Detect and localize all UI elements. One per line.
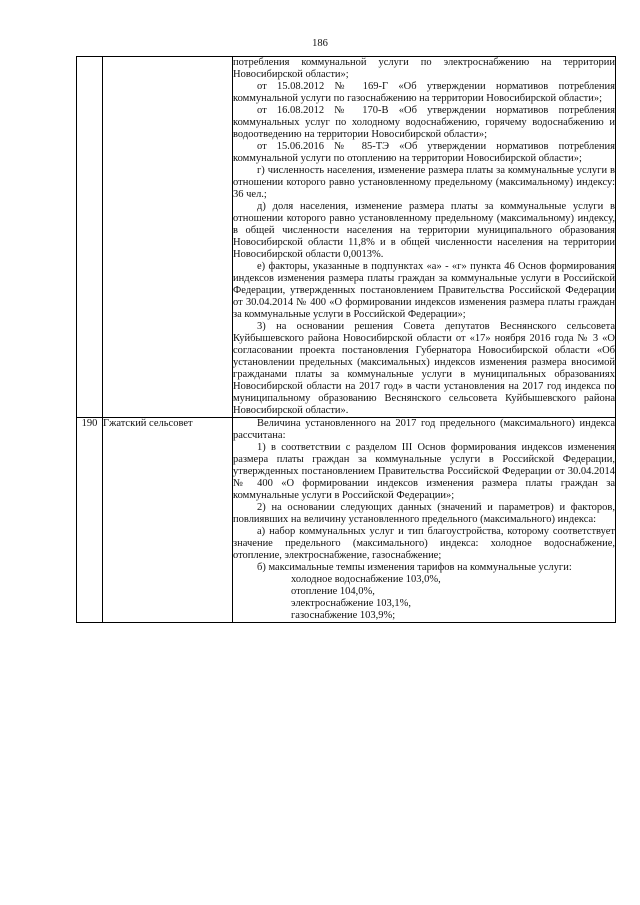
tariff-item: отопление 104,0%, bbox=[291, 586, 375, 597]
row-number-cell bbox=[77, 57, 103, 418]
paragraph: е) факторы, указанные в подпунктах «а» - «г» пункта 46 Основ формирования индексов изменения размера платы граждан за коммунальные услуги в Российской Федерации, утвержденных постановлением Правительства Российской Федерации от 30.04.2014 № 400 «О формировании индексов изменения размера платы граждан за коммунальные услуги в Российской Федерации»; bbox=[233, 261, 615, 320]
document-table bbox=[76, 56, 616, 623]
paragraph: б) максимальные темпы изменения тарифов на коммунальные услуги: bbox=[257, 562, 572, 573]
paragraph: от 15.06.2016 № 85-ТЭ «Об утверждении нормативов потребления коммунальной услуги по отоплению на территории Новосибирской области»; bbox=[233, 141, 615, 164]
page-number: 186 bbox=[312, 38, 328, 49]
justification-cell bbox=[233, 57, 616, 418]
paragraph: г) численность населения, изменение размера платы за коммунальные услуги в отношении которого равно установленному предельному (максимальному) индексу: 36 чел.; bbox=[233, 165, 615, 200]
justification-cell bbox=[233, 418, 616, 623]
paragraph: 3) на основании решения Совета депутатов Веснянского сельсовета Куйбышевского района Новосибирской области от «17» ноября 2016 года № 3 «О согласовании проекта постановления Губернатора Новосибирской области «Об установлении предельных (максимальных) индексов изменения размера вносимой гражданами платы за коммунальные услуги в муниципальных образованиях Новосибирской области на 2017 год» в части установления на 2017 год индекса по муниципальному образованию Веснянского сельсовета Куйбышевского района Новосибирской области». bbox=[233, 321, 615, 416]
table-row bbox=[77, 57, 616, 418]
paragraph: 1) в соответствии с разделом III Основ формирования индексов изменения размера платы граждан за коммунальные услуги в Российской Федерации, утвержденных постановлением Правительства Российской Федерации от 30.04.2014 № 400 «О формировании индексов изменения размера платы граждан за коммунальные услуги в Российской Федерации»; bbox=[233, 442, 615, 501]
paragraph: Величина установленного на 2017 год предельного (максимального) индекса рассчитана: bbox=[233, 418, 615, 441]
paragraph: а) набор коммунальных услуг и тип благоустройства, которому соответствует значение предельного (максимального) индекса: холодное водоснабжение, отопление, электроснабжение, газоснабжение; bbox=[233, 526, 615, 561]
paragraph: от 16.08.2012 № 170-В «Об утверждении нормативов потребления коммунальных услуг по холодному водоснабжению, горячему водоснабжению и водоотведению на территории Новосибирской области»; bbox=[233, 105, 615, 140]
tariff-list bbox=[233, 574, 615, 622]
tariff-item: газоснабжение 103,9%; bbox=[291, 610, 396, 621]
municipality-name-cell bbox=[103, 57, 233, 418]
paragraph: потребления коммунальной услуги по электроснабжению на территории Новосибирской области»; bbox=[233, 57, 615, 80]
tariff-item: холодное водоснабжение 103,0%, bbox=[291, 574, 441, 585]
paragraph: д) доля населения, изменение размера платы за коммунальные услуги в отношении которого равно установленному предельному (максимальному) индексу, в общей численности населения на территории муниципального образования Новосибирской области 11,8% и в общей численности населения на территории Новосибирской области 0,0013%. bbox=[233, 201, 615, 260]
municipality-name-cell: Гжатский сельсовет bbox=[103, 418, 233, 623]
table-row bbox=[77, 418, 616, 623]
tariff-item: электроснабжение 103,1%, bbox=[291, 598, 411, 609]
row-number-cell: 190 bbox=[77, 418, 103, 623]
paragraph: 2) на основании следующих данных (значений и параметров) и факторов, повлиявших на величину установленного предельного (максимального) индекса: bbox=[233, 502, 615, 525]
paragraph: от 15.08.2012 № 169-Г «Об утверждении нормативов потребления коммунальной услуги по газоснабжению на территории Новосибирской области»; bbox=[233, 81, 615, 104]
